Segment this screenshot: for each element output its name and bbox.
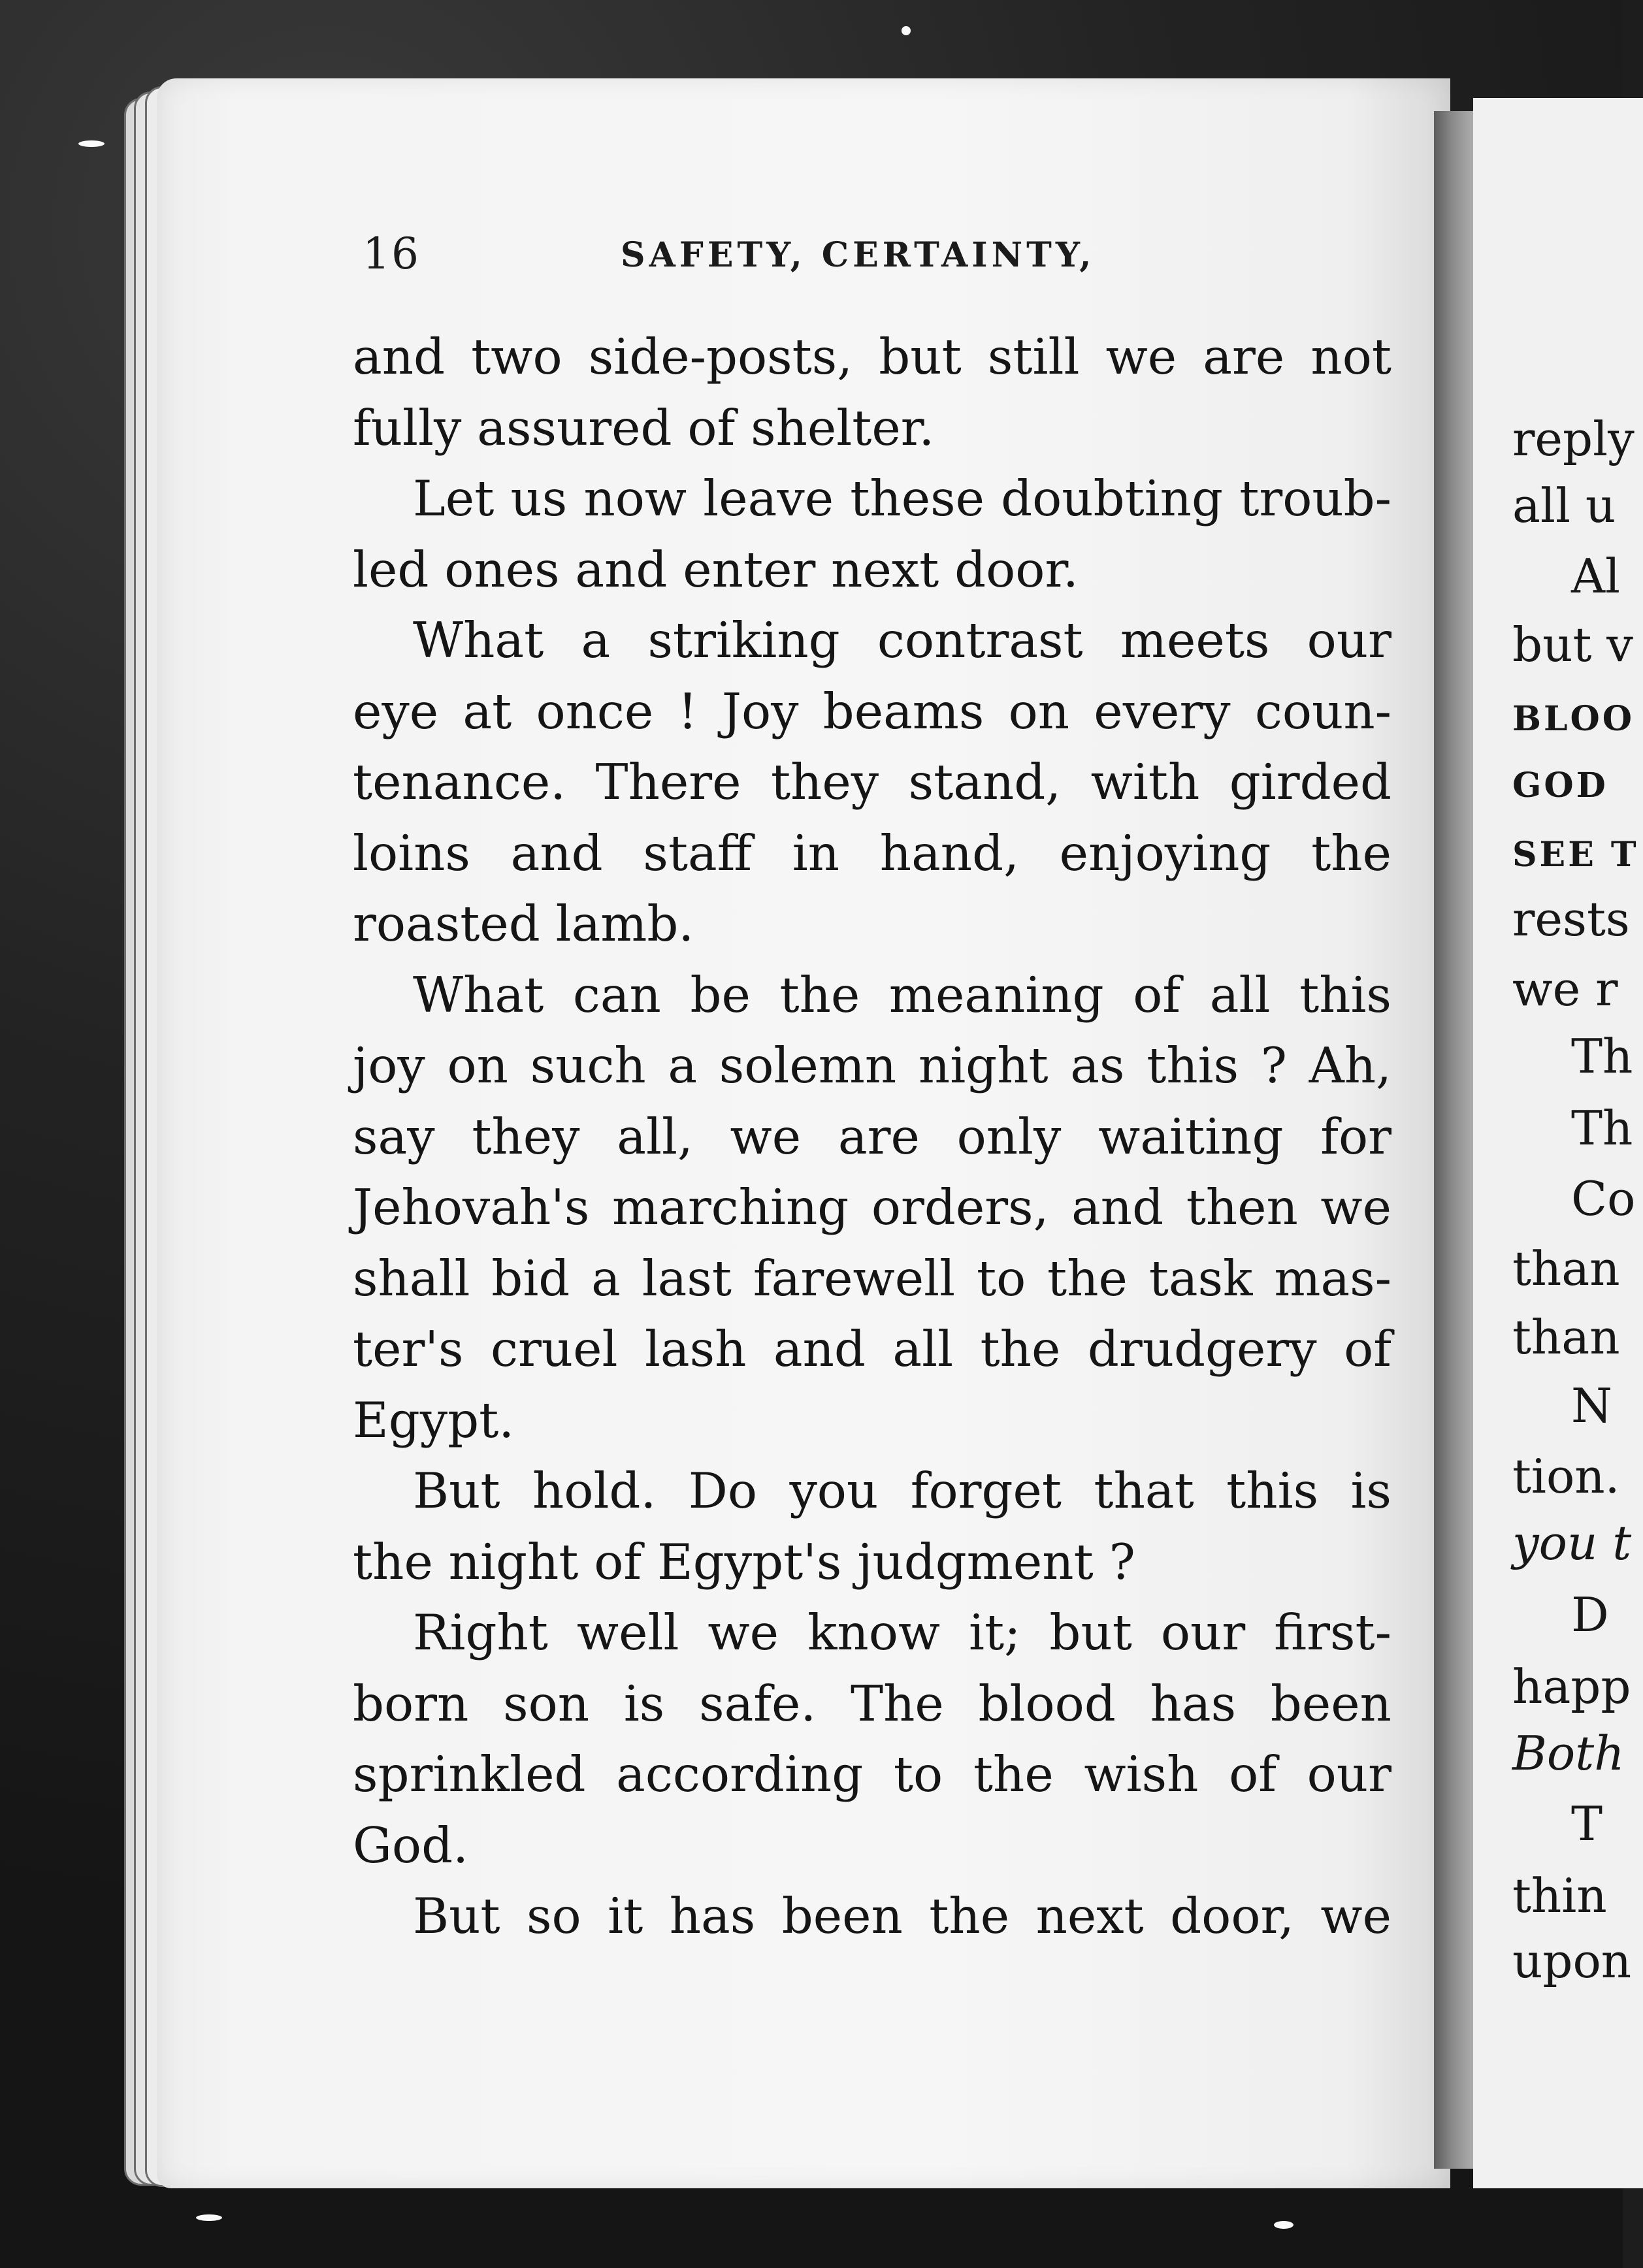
dust-speck <box>1274 2221 1293 2229</box>
text-line: But hold. Do you forget that this is <box>413 1462 1391 1519</box>
text-line: Let us now leave these doubting troub- <box>413 470 1391 527</box>
text-line: and two side-posts, but still we are not <box>353 328 1391 385</box>
text-line: loins and staff in hand, enjoying the <box>353 824 1391 882</box>
text-line: joy on such a solemn night as this ? Ah, <box>353 1037 1391 1094</box>
text-line: Right well we know it; but our first- <box>413 1604 1391 1661</box>
dust-speck <box>196 2214 222 2221</box>
facing-line: rests <box>1512 892 1630 947</box>
facing-line: thin <box>1512 1868 1607 1923</box>
text-line: say they all, we are only waiting for <box>353 1107 1391 1165</box>
facing-line: BLOO <box>1512 699 1635 739</box>
facing-line: Co <box>1571 1171 1636 1226</box>
dust-speck <box>78 140 105 147</box>
facing-line: we r <box>1512 962 1618 1016</box>
text-line: shall bid a last farewell to the task mas- <box>353 1249 1391 1307</box>
text-line: eye at once ! Joy beams on every coun- <box>353 682 1391 740</box>
page-number: 16 <box>363 229 420 279</box>
text-line: fully assured of shelter. <box>353 398 935 457</box>
text-line: God. <box>353 1816 468 1874</box>
facing-page <box>1473 98 1643 2188</box>
text-line: But so it has been the next door, we <box>413 1887 1391 1945</box>
text-line: sprinkled according to the wish of our <box>353 1745 1391 1803</box>
text-line: tenance. There they stand, with girded <box>353 753 1391 811</box>
text-line: Jehovah's marching orders, and then we <box>353 1178 1391 1236</box>
facing-line: T <box>1571 1796 1603 1851</box>
facing-line: SEE T <box>1512 835 1639 875</box>
page-header <box>363 229 1382 287</box>
text-line: born son is safe. The blood has been <box>353 1674 1391 1732</box>
facing-line: Both <box>1512 1726 1625 1781</box>
text-line: led ones and enter next door. <box>353 540 1079 598</box>
facing-line: you t <box>1512 1515 1632 1570</box>
facing-line: than <box>1512 1310 1620 1365</box>
text-line: roasted lamb. <box>353 895 694 952</box>
text-line: What a striking contrast meets our <box>413 611 1391 669</box>
facing-line: tion. <box>1512 1449 1620 1504</box>
facing-line: Al <box>1571 549 1621 604</box>
facing-line: Th <box>1571 1029 1633 1084</box>
facing-line: reply <box>1512 412 1635 466</box>
facing-line: GOD <box>1512 766 1608 805</box>
facing-line: all u <box>1512 478 1616 533</box>
text-line: Egypt. <box>353 1391 515 1449</box>
text-line: the night of Egypt's judgment ? <box>353 1532 1135 1591</box>
text-line: What can be the meaning of all this <box>413 965 1391 1024</box>
facing-line: Th <box>1571 1101 1633 1156</box>
facing-line: upon <box>1512 1934 1632 1988</box>
facing-line: D <box>1571 1587 1609 1642</box>
text-line: ter's cruel lash and all the drudgery of <box>353 1320 1391 1378</box>
body-text <box>353 321 1391 1952</box>
dust-speck <box>902 26 911 35</box>
running-head: SAFETY, CERTAINTY, <box>621 235 1096 275</box>
facing-line: happ <box>1512 1659 1631 1714</box>
facing-line: N <box>1571 1378 1612 1433</box>
facing-line: but v <box>1512 617 1633 672</box>
facing-line: than <box>1512 1241 1620 1296</box>
